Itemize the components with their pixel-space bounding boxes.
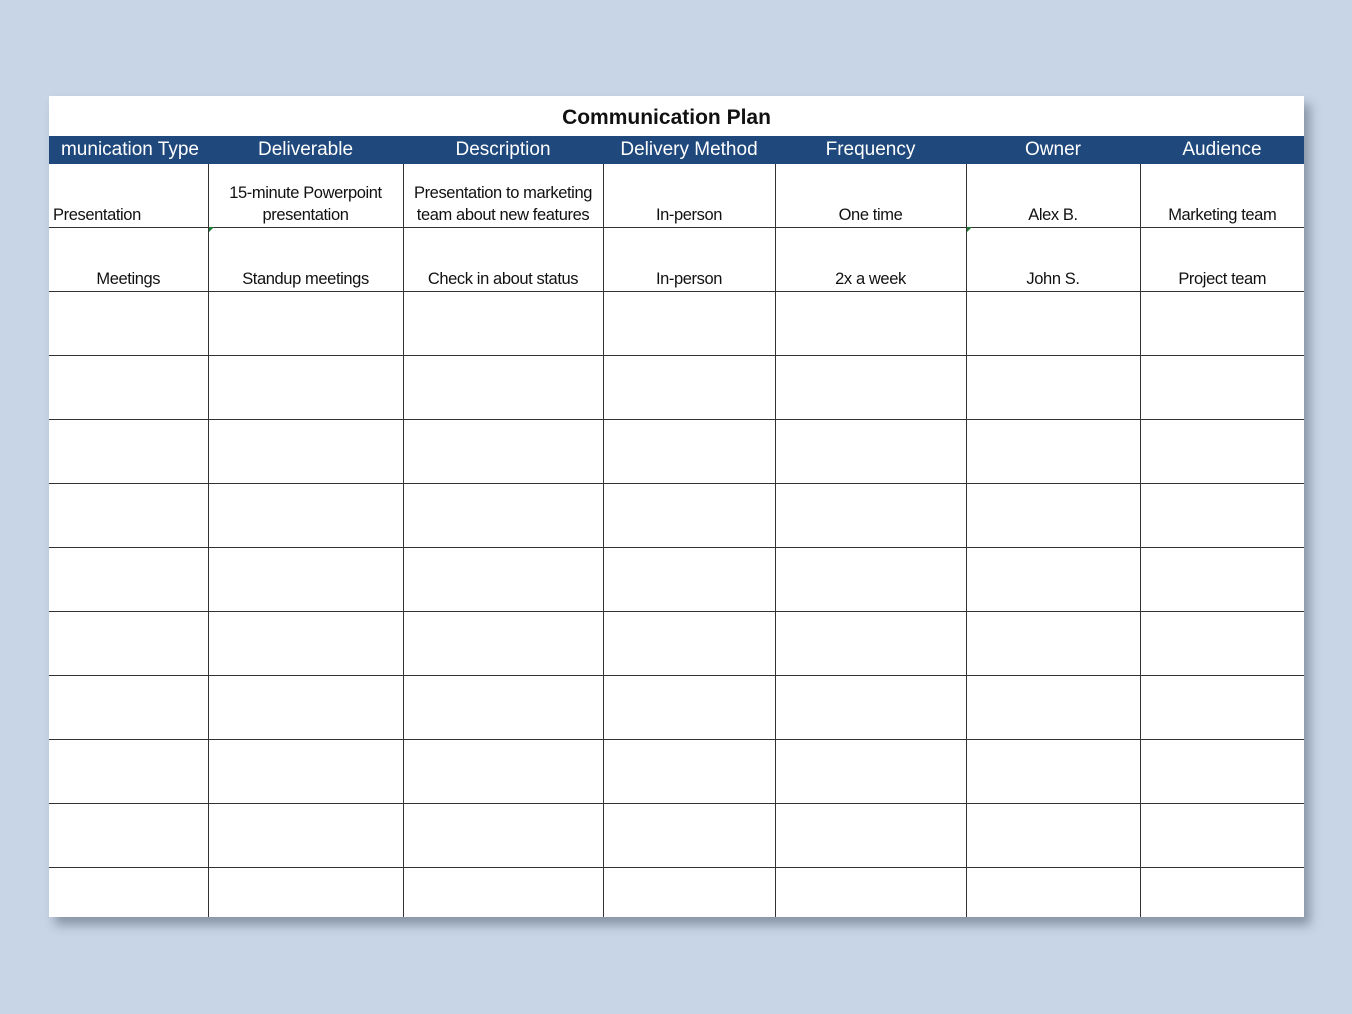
spreadsheet-sheet [49, 96, 1304, 917]
cell-type[interactable] [49, 292, 208, 356]
cell-delivery-method[interactable] [603, 804, 775, 868]
cell-delivery-method[interactable] [603, 356, 775, 420]
cell-type[interactable] [49, 548, 208, 612]
sheet-title: Communication Plan [562, 106, 771, 129]
cell-type[interactable] [49, 868, 208, 918]
header-delivery-method[interactable]: Delivery Method [603, 136, 775, 164]
cell-deliverable[interactable] [208, 676, 403, 740]
cell-deliverable[interactable] [208, 292, 403, 356]
cell-frequency[interactable] [775, 612, 966, 676]
cell-type[interactable] [49, 612, 208, 676]
cell-owner[interactable] [966, 612, 1140, 676]
cell-frequency[interactable] [775, 292, 966, 356]
cell-deliverable[interactable] [208, 356, 403, 420]
header-communication-type[interactable]: munication Type [49, 136, 208, 164]
cell-owner[interactable] [966, 676, 1140, 740]
cell-type[interactable] [49, 804, 208, 868]
cell-audience[interactable] [1140, 356, 1304, 420]
cell-audience[interactable]: Marketing team [1140, 164, 1304, 228]
cell-description[interactable] [403, 548, 603, 612]
table-row [49, 548, 1304, 612]
cell-audience[interactable] [1140, 612, 1304, 676]
header-frequency[interactable]: Frequency [775, 136, 966, 164]
cell-delivery-method[interactable]: In-person [603, 228, 775, 292]
cell-type[interactable] [49, 420, 208, 484]
cell-frequency[interactable] [775, 804, 966, 868]
cell-deliverable[interactable] [208, 484, 403, 548]
cell-frequency[interactable] [775, 740, 966, 804]
cell-deliverable[interactable]: Standup meetings [208, 228, 403, 292]
cell-description[interactable] [403, 868, 603, 918]
cell-audience[interactable] [1140, 420, 1304, 484]
table-row [49, 164, 1304, 228]
cell-type[interactable] [49, 356, 208, 420]
cell-frequency[interactable] [775, 484, 966, 548]
cell-deliverable[interactable] [208, 548, 403, 612]
cell-delivery-method[interactable]: In-person [603, 164, 775, 228]
cell-description[interactable]: Presentation to marketing team about new features [403, 164, 603, 228]
cell-deliverable[interactable]: 15-minute Powerpoint presentation [208, 164, 403, 228]
cell-owner[interactable] [966, 420, 1140, 484]
cell-owner[interactable] [966, 292, 1140, 356]
cell-type[interactable]: Presentation [49, 164, 208, 228]
cell-comment-marker [967, 227, 972, 232]
cell-audience[interactable] [1140, 676, 1304, 740]
cell-audience[interactable] [1140, 548, 1304, 612]
cell-description[interactable] [403, 740, 603, 804]
table-row [49, 228, 1304, 292]
cell-deliverable[interactable] [208, 868, 403, 918]
cell-frequency[interactable] [775, 868, 966, 918]
cell-comment-marker [209, 227, 214, 232]
cell-frequency[interactable]: 2x a week [775, 228, 966, 292]
cell-type[interactable] [49, 676, 208, 740]
table-row [49, 740, 1304, 804]
cell-description[interactable] [403, 484, 603, 548]
cell-frequency[interactable] [775, 676, 966, 740]
cell-deliverable[interactable] [208, 804, 403, 868]
cell-frequency[interactable] [775, 548, 966, 612]
cell-deliverable[interactable] [208, 740, 403, 804]
cell-audience[interactable]: Project team [1140, 228, 1304, 292]
table-row [49, 804, 1304, 868]
table-row [49, 612, 1304, 676]
cell-type[interactable] [49, 484, 208, 548]
table-row [49, 420, 1304, 484]
cell-audience[interactable] [1140, 740, 1304, 804]
cell-delivery-method[interactable] [603, 292, 775, 356]
cell-description[interactable] [403, 420, 603, 484]
table-body [49, 164, 1304, 917]
cell-owner[interactable]: John S. [966, 228, 1140, 292]
cell-description[interactable] [403, 292, 603, 356]
cell-delivery-method[interactable] [603, 484, 775, 548]
cell-deliverable[interactable] [208, 612, 403, 676]
cell-audience[interactable] [1140, 484, 1304, 548]
cell-frequency[interactable] [775, 356, 966, 420]
cell-description[interactable] [403, 612, 603, 676]
table-row [49, 484, 1304, 548]
cell-type[interactable] [49, 740, 208, 804]
cell-type[interactable]: Meetings [49, 228, 208, 292]
table-row [49, 868, 1304, 918]
cell-owner[interactable] [966, 548, 1140, 612]
cell-owner[interactable] [966, 484, 1140, 548]
table-row [49, 356, 1304, 420]
cell-audience[interactable] [1140, 804, 1304, 868]
cell-frequency[interactable]: One time [775, 164, 966, 228]
cell-owner[interactable] [966, 356, 1140, 420]
cell-audience[interactable] [1140, 868, 1304, 918]
communication-plan-table [49, 136, 1304, 917]
cell-description[interactable]: Check in about status [403, 228, 603, 292]
cell-description[interactable] [403, 676, 603, 740]
cell-delivery-method[interactable] [603, 740, 775, 804]
header-owner[interactable]: Owner [966, 136, 1140, 164]
cell-audience[interactable] [1140, 292, 1304, 356]
cell-owner[interactable] [966, 868, 1140, 918]
header-audience[interactable]: Audience [1140, 136, 1304, 164]
cell-frequency[interactable] [775, 420, 966, 484]
cell-owner[interactable] [966, 740, 1140, 804]
cell-description[interactable] [403, 804, 603, 868]
cell-delivery-method[interactable] [603, 420, 775, 484]
cell-delivery-method[interactable] [603, 548, 775, 612]
cell-owner[interactable]: Alex B. [966, 164, 1140, 228]
cell-delivery-method[interactable] [603, 676, 775, 740]
header-row [49, 136, 1304, 164]
header-deliverable[interactable]: Deliverable [208, 136, 403, 164]
header-description[interactable]: Description [403, 136, 603, 164]
cell-owner[interactable] [966, 804, 1140, 868]
cell-delivery-method[interactable] [603, 612, 775, 676]
table-row [49, 676, 1304, 740]
table-row [49, 292, 1304, 356]
cell-deliverable[interactable] [208, 420, 403, 484]
cell-description[interactable] [403, 356, 603, 420]
cell-delivery-method[interactable] [603, 868, 775, 918]
